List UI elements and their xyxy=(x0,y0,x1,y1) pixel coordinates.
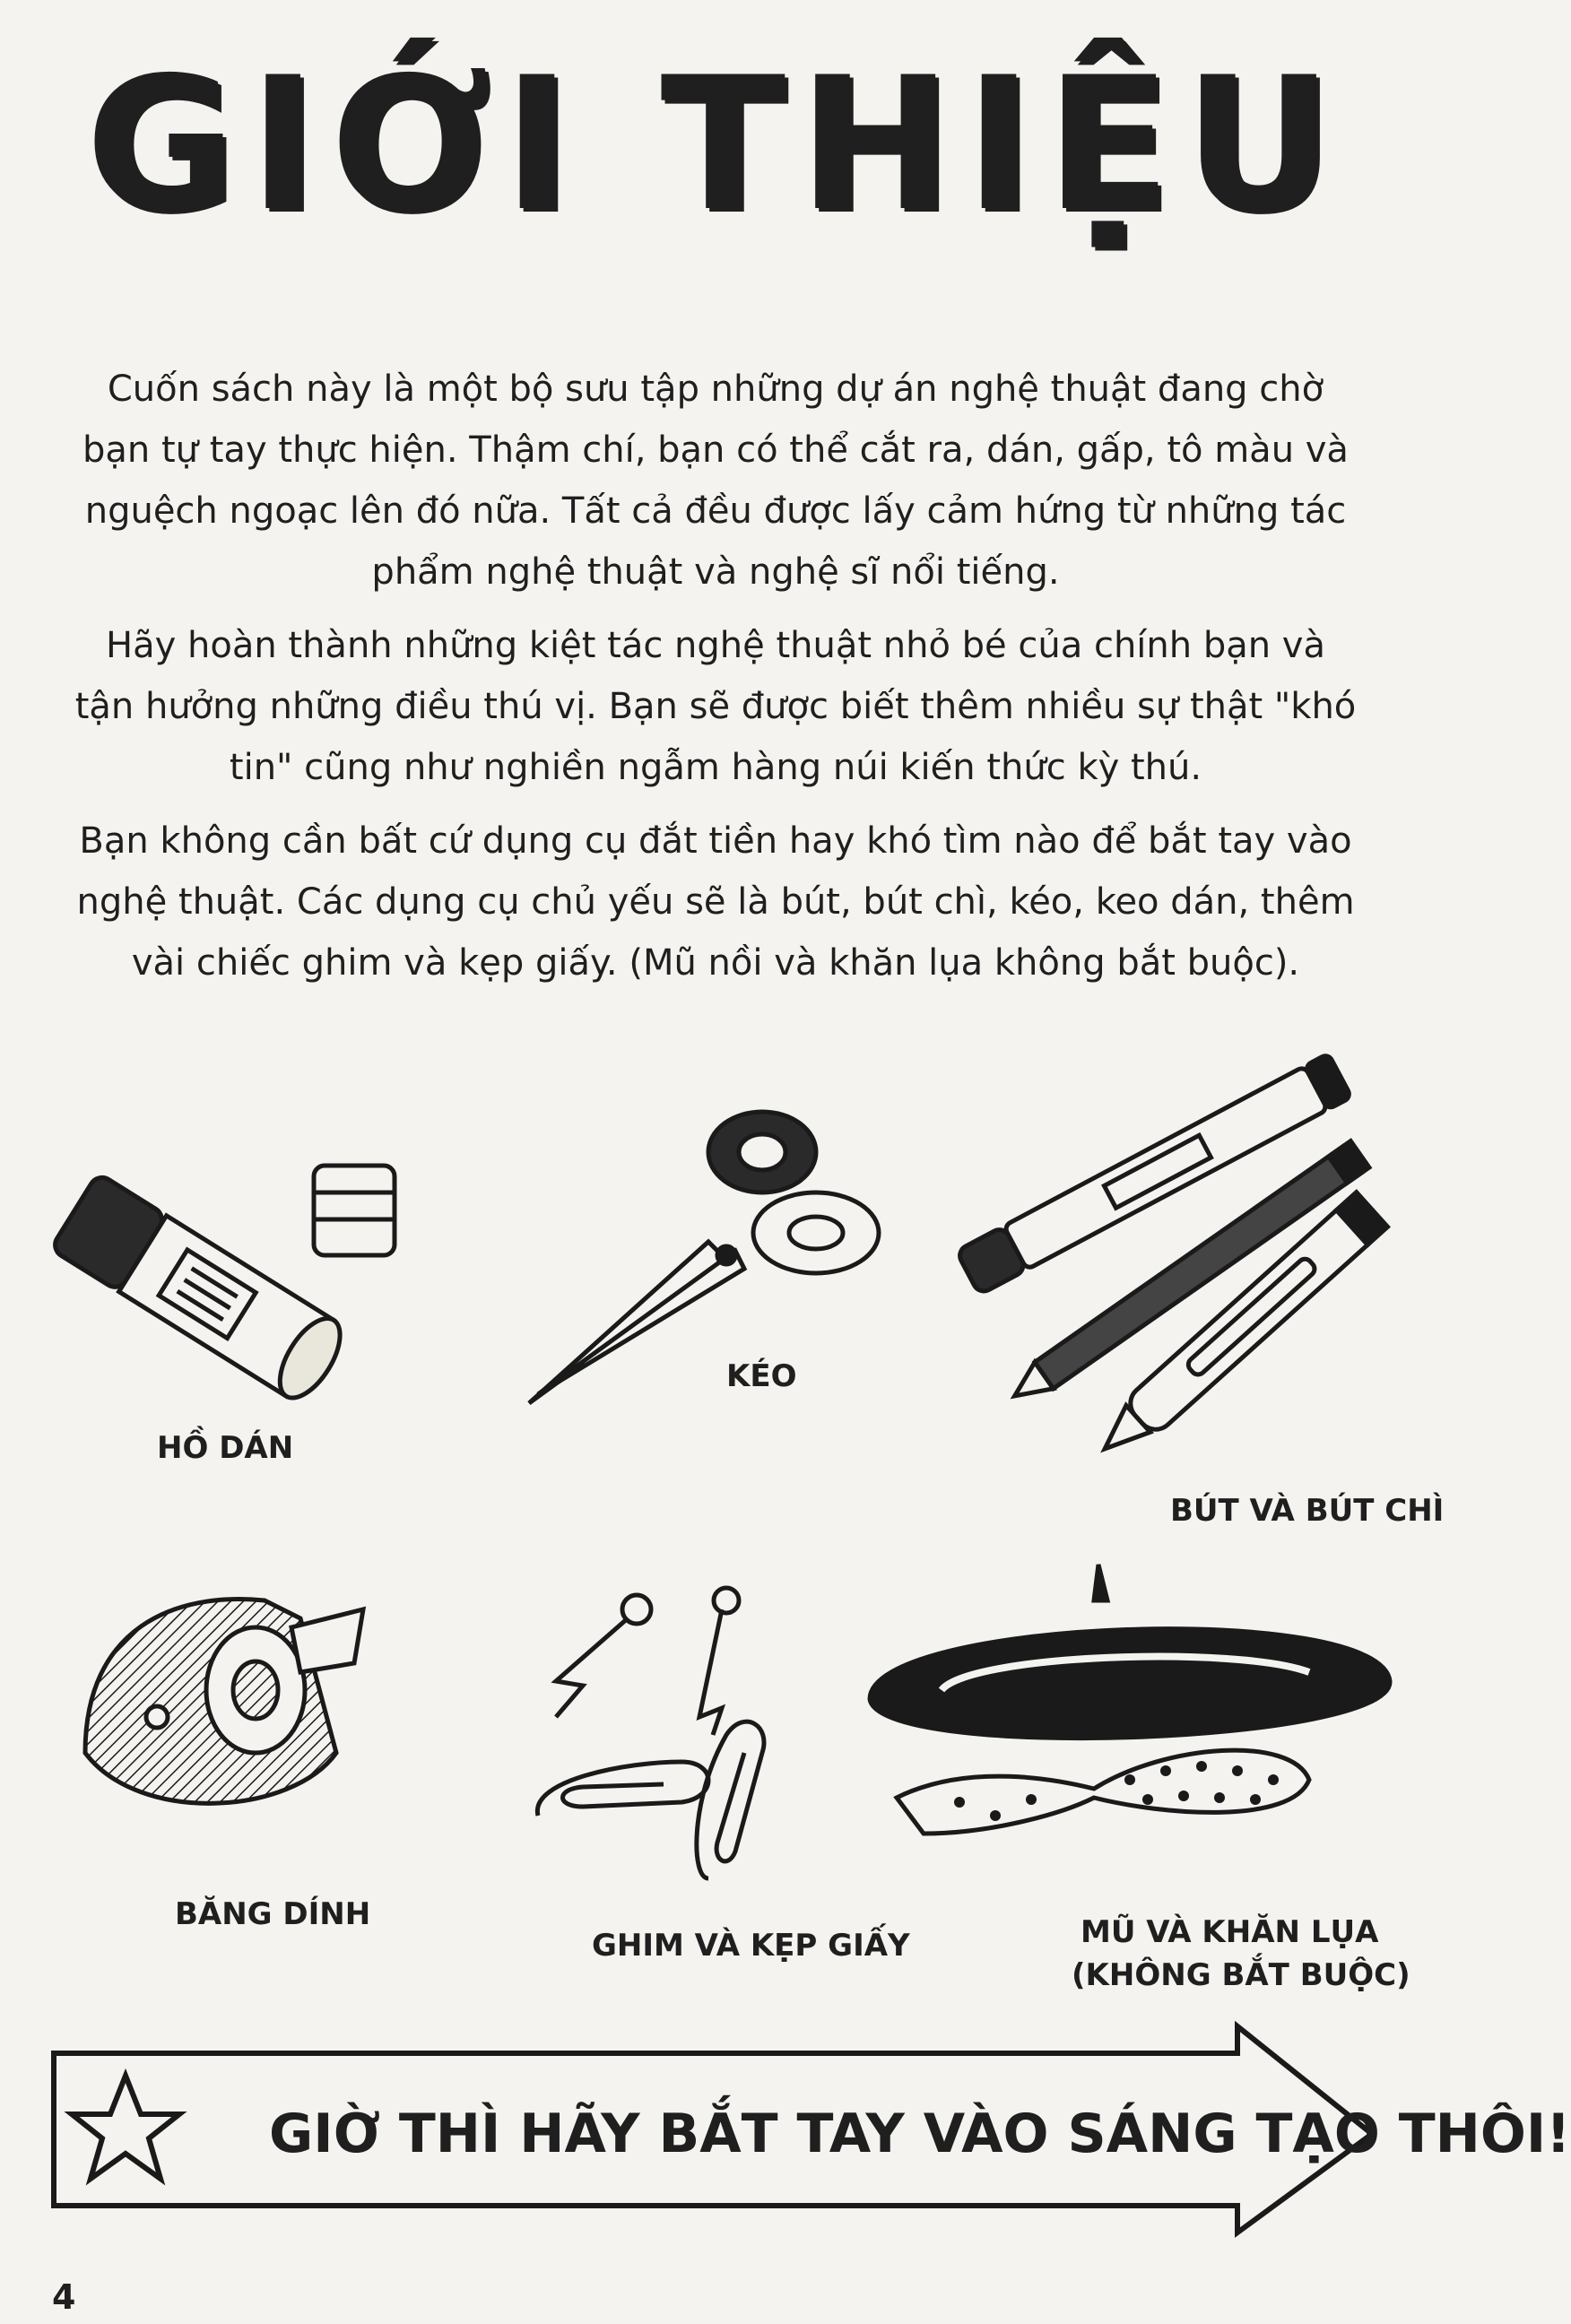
tape-label: BĂNG DÍNH xyxy=(175,1896,371,1932)
page-title: GIỚI THIỆU xyxy=(85,39,1346,252)
pens-label: BÚT VÀ BÚT CHÌ xyxy=(1170,1493,1445,1529)
pins-clips-label: GHIM VÀ KẸP GIẤY xyxy=(592,1928,910,1964)
glue-label: HỒ DÁN xyxy=(157,1430,294,1466)
tape-dispenser-illustration xyxy=(67,1574,390,1843)
beret-scarf-label: MŨ VÀ KHĂN LỤA xyxy=(1081,1914,1379,1950)
intro-paragraph: Bạn không cần bất cứ dụng cụ đắt tiền hay khó tìm nào để bắt tay vào nghệ thuật. Các dụng cụ chủ yếu sẽ là bút, bút chì, kéo, keo dán, thêm vài chiếc ghim và kẹp giấy. (Mũ nồi và khăn lụa không bắt buộc). xyxy=(76,820,1355,984)
beret-scarf-illustration xyxy=(861,1565,1399,1869)
intro-text xyxy=(72,359,1359,1006)
intro-paragraph: Cuốn sách này là một bộ sưu tập những dự án nghệ thuật đang chờ bạn tự tay thực hiện. Thậm chí, bạn có thể cắt ra, dán, gấp, tô màu và nguệch ngoạc lên đó nữa. Tất cả đều được lấy cảm hứng từ những tác phẩm nghệ thuật và nghệ sĩ nổi tiếng. xyxy=(82,369,1349,593)
intro-paragraph: Hãy hoàn thành những kiệt tác nghệ thuật nhỏ bé của chính bạn và tận hưởng những điều thú vị. Bạn sẽ được biết thêm nhiều sự thật "khó tin" cũng như nghiền ngẫm hàng núi kiến thức kỳ thú. xyxy=(74,625,1357,788)
pens-illustration xyxy=(924,1062,1417,1484)
beret-scarf-note: (KHÔNG BẮT BUỘC) xyxy=(1072,1957,1410,1993)
page-number: 4 xyxy=(52,2277,76,2317)
scissors-illustration xyxy=(511,1107,888,1412)
pins-clips-illustration xyxy=(520,1583,825,1887)
banner-text: GIỜ THÌ HÃY BẮT TAY VÀO SÁNG TẠO THÔI! xyxy=(269,2103,1571,2165)
glue-stick-illustration xyxy=(36,1139,395,1435)
scissors-label: KÉO xyxy=(726,1358,797,1394)
